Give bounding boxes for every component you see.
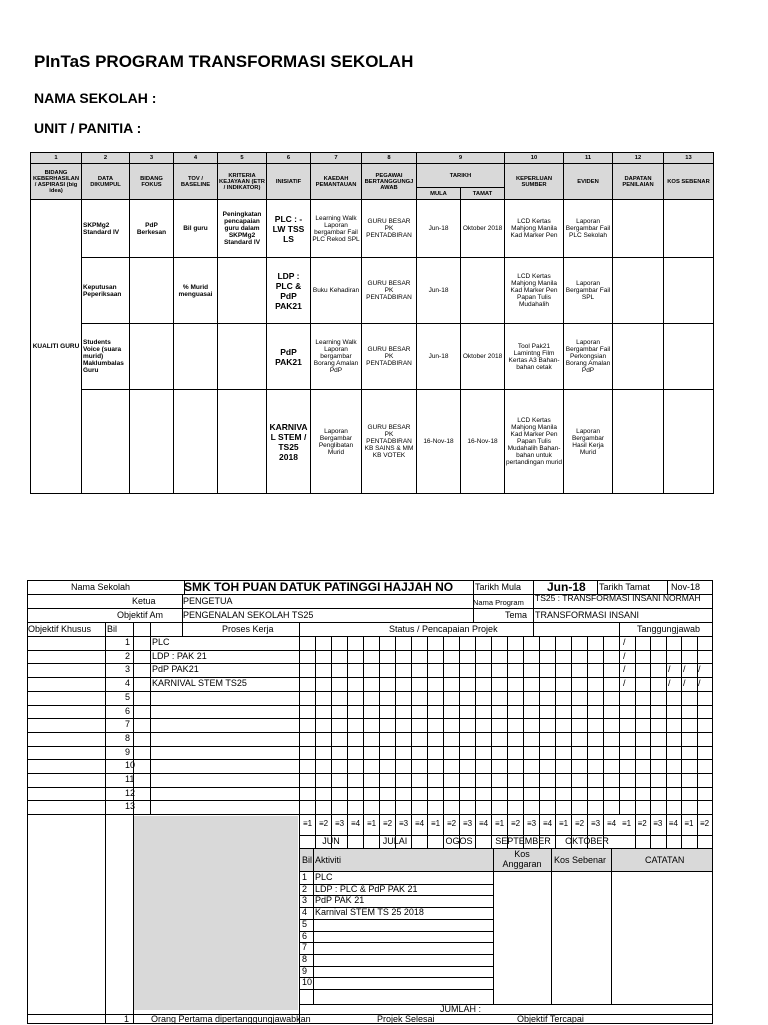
tanggungjawab-label: Tanggungjawab: [637, 624, 701, 634]
proses-row-bil: 3: [125, 664, 131, 675]
nama-sekolah-form-value: SMK TOH PUAN DATUK PATINGGI HAJJAH NO: [184, 580, 454, 594]
unit-label: UNIT / PANITIA :: [34, 120, 142, 136]
objektif-am-value: PENGENALAN SEKOLAH TS25: [183, 610, 314, 620]
week-marker: ≡3: [591, 819, 601, 828]
table-row: KUALITI GURU SKPMg2 Standard IV PdP Berkesan Bil guru Peningkatan pencapaian guru dalam SKPMg2 Standard IV PLC : - LW TSS LS Learning Walk Laporan bergambar Fail PLC Rekod SPL GURU BESAR PK PENTADBIRAN Jun-18 Oktober 2018 LCD Kertas Mahjong Manila Kad Marker Pen Laporan Bergambar Fail PLC Sekolah: [31, 200, 714, 258]
header-kriteria: KRITERIA KEJAYAAN (ETR / INDIKATOR): [218, 164, 267, 200]
header-mula: MULA: [417, 188, 461, 200]
responsibility-mark: /: [683, 678, 686, 689]
week-marker: ≡1: [684, 819, 694, 828]
responsibility-mark: /: [698, 678, 701, 689]
nama-program-value: TS25 : TRANSFORMASI INSANI NORMAH: [535, 594, 701, 603]
objektif-am-label: Objektif Am: [117, 610, 164, 620]
objektif-khusus-label: Objektif Khusus: [28, 624, 92, 634]
header-tarikh: TARIKH: [417, 164, 505, 188]
responsibility-mark: /: [623, 650, 626, 661]
month-label: JULAI: [382, 836, 408, 846]
footer-bil: 1: [124, 1014, 130, 1024]
aktiviti-row-text: LDP : PLC & PdP PAK 21: [315, 883, 418, 894]
week-marker: ≡1: [622, 819, 632, 828]
catatan-label: CATATAN: [645, 855, 685, 865]
tarikh-mula-label: Tarikh Mula: [475, 582, 522, 592]
doc-title: PInTaS PROGRAM TRANSFORMASI SEKOLAH: [34, 52, 414, 71]
header-eviden: EVIDEN: [564, 164, 613, 200]
header-bidang: BIDANG KEBERHASILAN / ASPIRASI (big idea): [31, 164, 82, 200]
week-marker: ≡4: [415, 819, 425, 828]
week-marker: ≡3: [463, 819, 473, 828]
responsibility-mark: /: [623, 664, 626, 675]
responsibility-mark: /: [623, 637, 626, 647]
proses-row-text: PLC: [152, 637, 170, 647]
proses-row-bil: 4: [125, 678, 131, 689]
week-marker: ≡4: [543, 819, 553, 828]
tarikh-mula-value: Jun-18: [547, 580, 586, 594]
tarikh-tamat-label: Tarikh Tamat: [599, 582, 650, 592]
week-marker: ≡2: [575, 819, 585, 828]
proses-row-bil: 2: [125, 650, 131, 661]
bil-label: Bil: [107, 624, 118, 634]
footer-objektif-tercapai: Objektif Tercapai: [517, 1014, 584, 1024]
table-row: Keputusan Peperiksaan % Murid menguasai LDP : PLC & PdP PAK21 Buku Kehadiran GURU BESAR PK PENTADBIRAN Jun-18 LCD Kertas Mahjong Manila Kad Marker Pen Papan Tulis Mudahalih Laporan Bergambar Fail SPL: [31, 258, 714, 324]
header-dapatan: DAPATAN PENILAIAN: [613, 164, 664, 200]
header-tov: TOV / BASELINE: [174, 164, 218, 200]
aktiviti-row-bil: 8: [302, 953, 308, 964]
bil2-label: Bil: [302, 855, 313, 865]
aktiviti-row-text: PLC: [315, 872, 333, 882]
proses-row-bil: 11: [125, 774, 135, 784]
header-kos: KOS SEBENAR: [664, 164, 714, 200]
proses-row-text: LDP : PAK 21: [152, 650, 207, 661]
header-inisiatif: INISIATIF: [267, 164, 311, 200]
aktiviti-row-bil: 6: [302, 930, 308, 941]
aktiviti-row-bil: 9: [302, 965, 308, 976]
aktiviti-row-bil: 2: [302, 883, 308, 894]
project-form: [27, 580, 713, 1024]
pintas-table: [30, 152, 714, 494]
proses-row-bil: 7: [125, 719, 131, 730]
responsibility-mark: /: [668, 664, 671, 675]
week-marker: ≡2: [383, 819, 393, 828]
proses-row-bil: 9: [125, 746, 131, 757]
footer-orang-pertama: Orang Pertama dipertanggungjawabkan: [151, 1014, 311, 1024]
week-marker: ≡3: [527, 819, 537, 828]
header-fokus: BIDANG FOKUS: [130, 164, 174, 200]
kos-anggaran-label: Kos Anggaran: [502, 849, 542, 869]
proses-row-text: KARNIVAL STEM TS25: [152, 678, 247, 689]
week-marker: ≡2: [511, 819, 521, 828]
week-marker: ≡1: [431, 819, 441, 828]
week-marker: ≡3: [335, 819, 345, 828]
responsibility-mark: /: [698, 664, 701, 675]
header-data: DATA DIKUMPUL: [82, 164, 130, 200]
tema-value: TRANSFORMASI INSANI: [535, 610, 640, 620]
header-keperluan: KEPERLUAN SUMBER: [505, 164, 564, 200]
header-kaedah: KAEDAH PEMANTAUAN: [311, 164, 362, 200]
tema-label: Tema: [505, 610, 528, 620]
proses-row-bil: 10: [125, 760, 136, 771]
aktiviti-row-text: Karnival STEM TS 25 2018: [315, 907, 424, 918]
week-marker: ≡3: [653, 819, 663, 828]
ketua-label: Ketua: [132, 596, 156, 606]
week-marker: ≡4: [607, 819, 617, 828]
month-label: OGOS: [445, 836, 473, 846]
proses-row-bil: 12: [125, 787, 136, 798]
week-marker: ≡4: [351, 819, 361, 828]
responsibility-mark: /: [623, 678, 626, 689]
month-label: OKTOBER: [565, 836, 609, 846]
nama-program-label: Nama Program: [473, 598, 524, 607]
month-label: JUN: [322, 836, 340, 846]
table-row: Students Voice (suara murid) Maklumbalas Guru PdP PAK21 Learning Walk Laporan bergambar Borang Amalan PdP GURU BESAR PK PENTADBIRAN Jun-18 Oktober 2018 Tool Pak21 Lamintng Film Kertas A3 Bahan-bahan cetak Laporan Bergambar Fail Perkongsian Borang Amalan PdP: [31, 324, 714, 390]
week-marker: ≡2: [447, 819, 457, 828]
bidang-cell: KUALITI GURU: [31, 200, 82, 494]
aktiviti-row-bil: 7: [302, 942, 308, 953]
proses-row-bil: 5: [125, 691, 131, 702]
table-row: KARNIVAL STEM / TS25 2018 Laporan Bergambar Penglibatan Murid GURU BESAR PK PENTADBIRAN KB SAINS & MM KB VOTEK 16-Nov-18 16-Nov-18 LCD Kertas Mahjong Manila Kad Marker Pen Papan Tulis Mudahalih Bahan-bahan untuk pertandingan murid Laporan Bergambar Hasil Kerja Murid: [31, 390, 714, 494]
responsibility-mark: /: [683, 664, 686, 675]
jumlah-label: JUMLAH :: [440, 1004, 482, 1014]
kos-sebenar-label: Kos Sebenar: [554, 855, 607, 865]
week-marker: ≡4: [668, 819, 678, 828]
proses-row-text: PdP PAK21: [152, 664, 199, 675]
aktiviti-row-bil: 3: [302, 895, 308, 906]
week-marker: ≡2: [700, 819, 710, 828]
tarikh-tamat-value: Nov-18: [671, 582, 701, 592]
nama-sekolah-label: NAMA SEKOLAH :: [34, 90, 157, 106]
week-marker: ≡3: [399, 819, 409, 828]
proses-row-bil: 13: [125, 801, 136, 812]
status-label: Status / Pencapaian Projek: [389, 624, 498, 634]
responsibility-mark: /: [668, 678, 671, 689]
week-marker: ≡4: [479, 819, 489, 828]
week-marker: ≡1: [367, 819, 377, 828]
week-marker: ≡1: [559, 819, 569, 828]
aktiviti-row-bil: 4: [302, 907, 308, 918]
ketua-value: PENGETUA: [183, 596, 233, 606]
week-marker: ≡1: [495, 819, 505, 828]
aktiviti-label: Aktiviti: [315, 855, 342, 865]
week-marker: ≡1: [303, 819, 313, 828]
proses-row-bil: 1: [125, 637, 131, 647]
header-pegawai: PEGAWAI BERTANGGUNGJ AWAB: [362, 164, 417, 200]
aktiviti-row-bil: 1: [302, 872, 308, 882]
proses-row-bil: 6: [125, 705, 131, 716]
aktiviti-row-text: PdP PAK 21: [315, 895, 365, 906]
week-marker: ≡2: [319, 819, 329, 828]
aktiviti-row-bil: 5: [302, 918, 308, 929]
month-label: SEPTEMBER: [495, 836, 551, 846]
column-number-row: 1 2 3 4 5 6 7 8 9 10 11 12 13: [31, 153, 714, 164]
aktiviti-row-bil: 10: [302, 977, 313, 988]
header-row: [31, 164, 714, 188]
header-tamat: TAMAT: [461, 188, 505, 200]
proses-row-bil: 8: [125, 732, 131, 743]
nama-sekolah-form-label: Nama Sekolah: [71, 582, 131, 592]
proses-kerja-label: Proses Kerja: [222, 624, 274, 634]
footer-projek-selesai: Projek Selesai: [377, 1014, 435, 1024]
week-marker: ≡2: [637, 819, 647, 828]
